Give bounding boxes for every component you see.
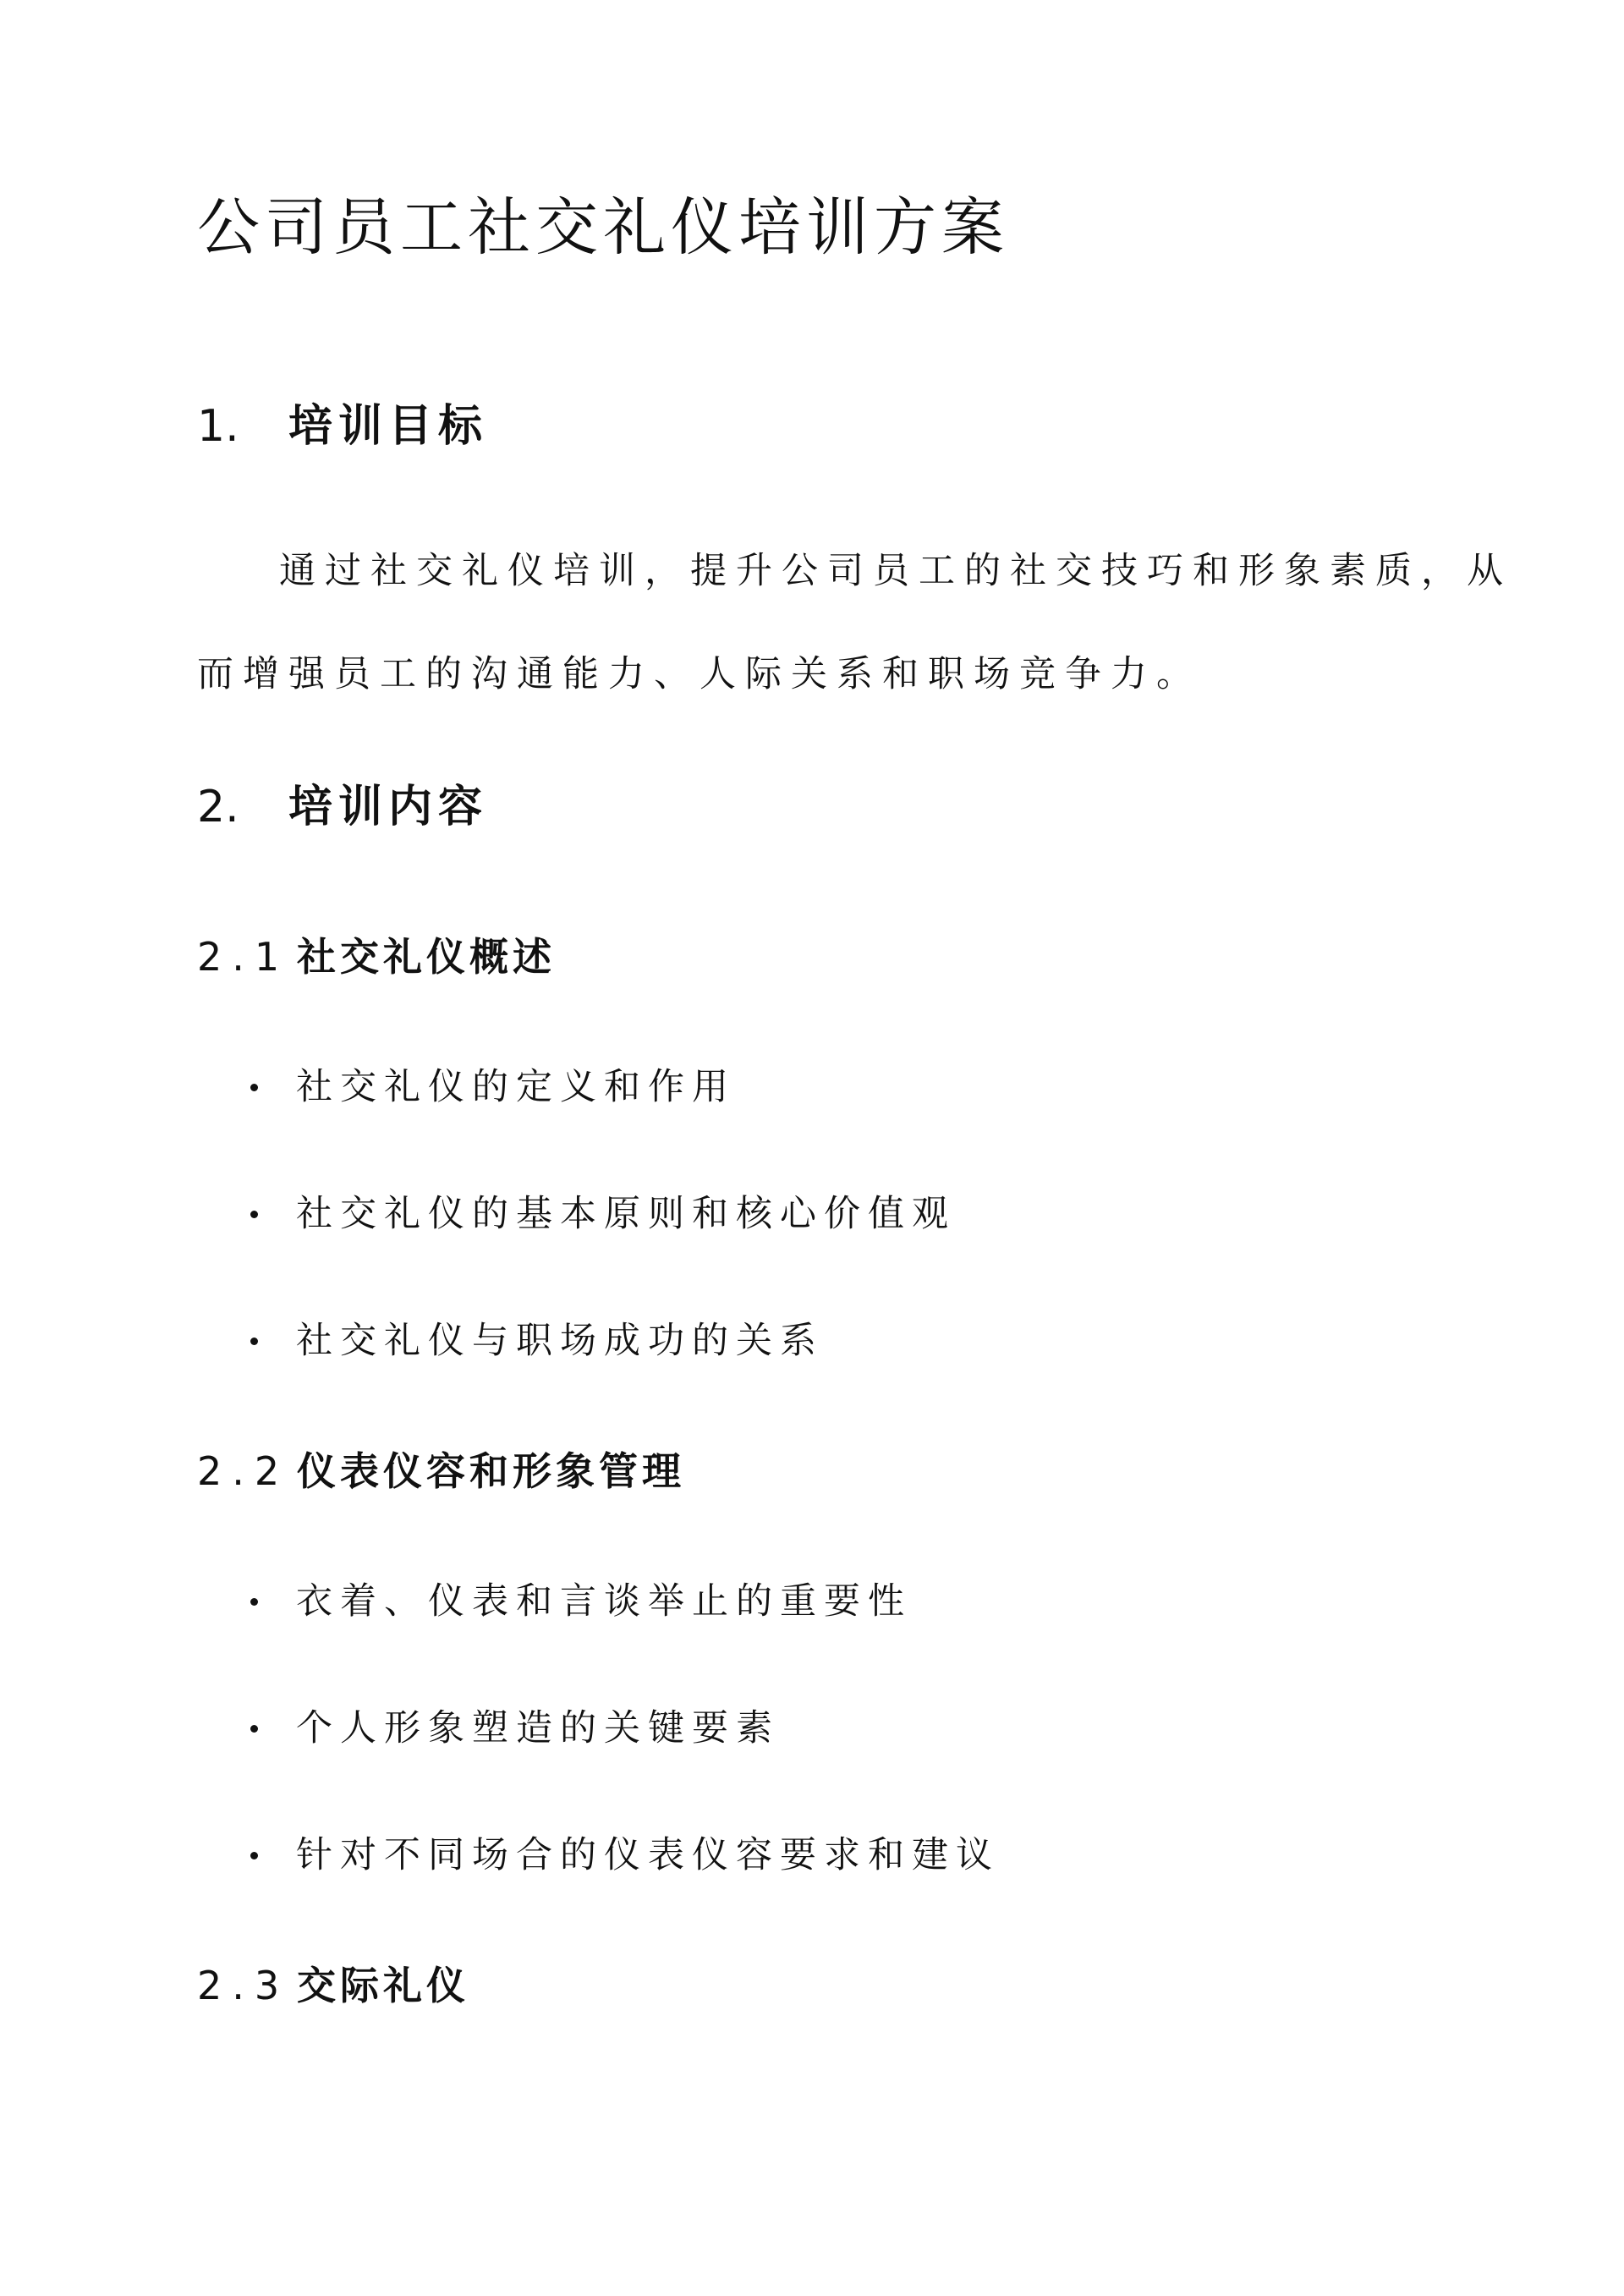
list-item-text: 社交礼仪的基本原则和核心价值观 <box>296 1193 956 1235</box>
section-title: 培训目标 <box>288 401 489 452</box>
section-title: 培训内容 <box>288 782 489 832</box>
subsection-heading-2-2 <box>197 1448 685 1494</box>
subsection-heading-2-3 <box>197 1963 469 2008</box>
paragraph-line-1: 通过社交礼仪培训，提升公司员工的社交技巧和形象素质，从 <box>279 550 1512 592</box>
list-item <box>296 1707 780 1749</box>
list-item <box>296 1193 956 1235</box>
list-item-text: 个人形象塑造的关键要素 <box>296 1707 780 1749</box>
subsection-title: 仪表仪容和形象管理 <box>297 1448 685 1494</box>
section-heading-1 <box>197 401 489 452</box>
list-item <box>296 1066 736 1108</box>
section-number: 1. <box>197 401 239 452</box>
bullet-icon <box>250 1852 258 1859</box>
bullet-icon <box>250 1211 258 1218</box>
section-heading-2 <box>197 782 489 832</box>
document-title: 公司员工社交礼仪培训方案 <box>197 191 1009 264</box>
subsection-title: 交际礼仪 <box>297 1963 469 2008</box>
list-item <box>296 1834 1000 1876</box>
section-number: 2. <box>197 782 239 832</box>
list-item-text: 衣着、仪表和言谈举止的重要性 <box>296 1580 912 1623</box>
bullet-icon <box>250 1598 258 1606</box>
paragraph-line-2: 而增强员工的沟通能力、人际关系和职场竞争力。 <box>197 653 1202 695</box>
bullet-icon <box>250 1084 258 1091</box>
list-item-text: 针对不同场合的仪表仪容要求和建议 <box>296 1834 1000 1876</box>
list-item <box>296 1580 912 1623</box>
list-item <box>296 1320 824 1362</box>
list-item-text: 社交礼仪的定义和作用 <box>296 1066 736 1108</box>
subsection-title: 社交礼仪概述 <box>297 934 556 980</box>
bullet-icon <box>250 1725 258 1733</box>
subsection-number: 2.2 <box>197 1448 290 1494</box>
subsection-number: 2.1 <box>197 934 290 980</box>
subsection-number: 2.3 <box>197 1963 290 2008</box>
list-item-text: 社交礼仪与职场成功的关系 <box>296 1320 824 1362</box>
bullet-icon <box>250 1338 258 1345</box>
subsection-heading-2-1 <box>197 934 556 980</box>
